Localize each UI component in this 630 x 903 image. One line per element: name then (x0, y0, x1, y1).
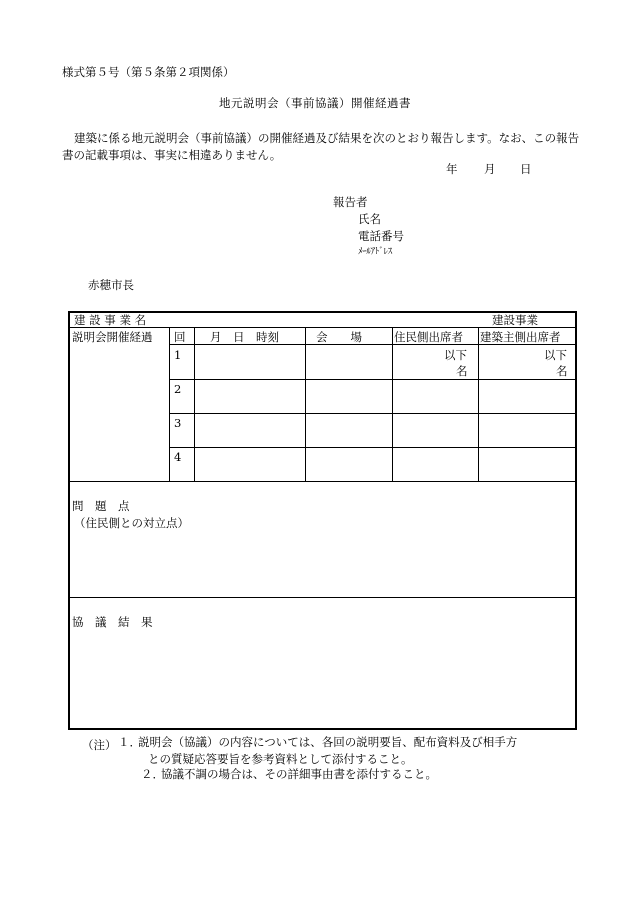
col-divider (478, 327, 479, 481)
issues-label: 問 題 点 (72, 499, 130, 513)
row-divider (169, 379, 575, 380)
row-divider (169, 413, 575, 414)
col-divider (169, 327, 170, 481)
header-datetime: 月 日 時刻 (210, 330, 279, 344)
note-2-line1: 協議不調の場合は、その詳細事由書を添付すること。 (161, 767, 437, 781)
date-month-label: 月 (484, 162, 496, 176)
project-name-label: 建 設 事 業 名 (74, 313, 147, 327)
note-1-line2: との質疑応答要旨を参考資料として添付すること。 (148, 752, 413, 766)
note-2-number: ２． (141, 767, 164, 781)
intro-paragraph: 建築に係る地元説明会（事前協議）の開催経過及び結果を次のとおり報告します。なお、この報告書の記載事項は、事実に相違ありません。 (62, 131, 580, 162)
round-number: 3 (174, 416, 182, 430)
report-form-table (68, 311, 577, 730)
header-builder-attendees: 建築主側出席者 (480, 330, 561, 344)
col-divider (194, 327, 195, 481)
resident-attendees-unit: 名 (456, 364, 468, 378)
project-name-field[interactable] (245, 315, 485, 326)
col-divider (305, 327, 306, 481)
round-number: 2 (174, 382, 182, 396)
header-round: 回 (174, 330, 186, 344)
note-1-number: １． (118, 735, 141, 749)
resident-attendees-suffix: 以下 (444, 348, 467, 362)
date-day-label: 日 (520, 162, 532, 176)
reporter-email-label: ﾒｰﾙｱﾄﾞﾚｽ (358, 247, 392, 257)
row-divider (169, 447, 575, 448)
result-label: 協 議 結 果 (72, 615, 153, 629)
row-divider (70, 327, 575, 328)
document-title: 地元説明会（事前協議）開催経過書 (219, 96, 411, 110)
reporter-label: 報告者 (333, 195, 368, 209)
builder-attendees-unit: 名 (556, 364, 568, 378)
round-number: 4 (174, 450, 182, 464)
form-number: 様式第５号（第５条第２項関係） (62, 65, 235, 79)
header-resident-attendees: 住民側出席者 (394, 330, 463, 344)
notes (82, 737, 117, 754)
project-name-suffix: 建設事業 (492, 313, 538, 327)
row-divider (169, 344, 575, 345)
row-divider (70, 597, 575, 598)
date-year-label: 年 (446, 162, 458, 176)
notes-prefix: （注） (82, 738, 117, 752)
col-divider (392, 327, 393, 481)
reporter-phone-label: 電話番号 (358, 229, 404, 243)
header-venue: 会 場 (316, 330, 362, 344)
row-divider (70, 481, 575, 482)
note-1-line1: 説明会（協議）の内容については、各回の説明要旨、配布資料及び相手方 (138, 735, 518, 749)
builder-attendees-suffix: 以下 (544, 348, 567, 362)
addressee: 赤穂市長 (88, 278, 134, 292)
meeting-history-label: 説明会開催経過 (72, 330, 153, 344)
reporter-name-label: 氏名 (358, 212, 381, 226)
issues-sublabel: （住民側との対立点） (74, 516, 189, 530)
round-number: 1 (174, 348, 182, 362)
